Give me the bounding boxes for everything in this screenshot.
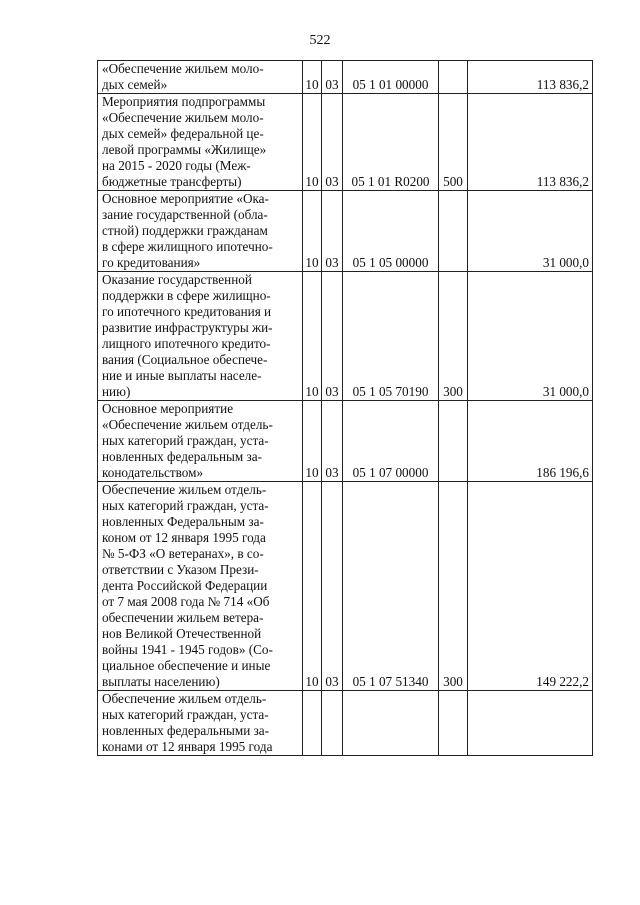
section-code-cell: 10: [303, 94, 322, 191]
amount-cell: 31 000,0: [468, 272, 593, 401]
description-line: го ипотечного кредитования и: [102, 304, 272, 319]
description-line: выплаты населению): [102, 674, 220, 689]
description-line: новленных Федеральным за-: [102, 514, 264, 529]
section-code-cell: 10: [303, 482, 322, 691]
amount-cell: 149 222,2: [468, 482, 593, 691]
amount-cell: 113 836,2: [468, 61, 593, 94]
amount-cell: 31 000,0: [468, 191, 593, 272]
table-row: [98, 691, 593, 756]
target-article-cell: [343, 691, 439, 756]
description-line: «Обеспечение жильем моло-: [102, 110, 264, 125]
description-line: новленных федеральным за-: [102, 449, 262, 464]
description-line: дента Российской Федерации: [102, 578, 268, 593]
description-line: № 5-ФЗ «О ветеранах», в со-: [102, 546, 264, 561]
expense-type-cell: 300: [439, 482, 468, 691]
description-line: ответствии с Указом Прези-: [102, 562, 259, 577]
description-line: лищного ипотечного кредито-: [102, 336, 271, 351]
page-number: 522: [309, 33, 331, 48]
description-line: новленных федеральными за-: [102, 723, 270, 738]
subsection-code-cell: 03: [322, 401, 343, 482]
description-line: Основное мероприятие «Ока-: [102, 191, 269, 206]
description-line: Обеспечение жильем отдель-: [102, 691, 267, 706]
description-line: Оказание государственной: [102, 272, 252, 287]
section-code-cell: 10: [303, 272, 322, 401]
description-line: «Обеспечение жильем отдель-: [102, 417, 273, 432]
description-line: левой программы «Жилище»: [102, 142, 267, 157]
description-line: зание государственной (обла-: [102, 207, 268, 222]
description-cell: [98, 482, 303, 691]
amount-cell: 186 196,6: [468, 401, 593, 482]
description-cell: [98, 94, 303, 191]
amount-cell: [468, 691, 593, 756]
description-line: дых семей» федеральной це-: [102, 126, 264, 141]
budget-table: [97, 60, 593, 756]
description-line: поддержки в сфере жилищно-: [102, 288, 271, 303]
subsection-code-cell: 03: [322, 61, 343, 94]
budget-table-body: [98, 61, 593, 756]
expense-type-cell: [439, 691, 468, 756]
subsection-code-cell: 03: [322, 191, 343, 272]
subsection-code-cell: [322, 691, 343, 756]
description-line: стной) поддержки гражданам: [102, 223, 268, 238]
description-line: Основное мероприятие: [102, 401, 234, 416]
description-line: конами от 12 января 1995 года: [102, 739, 273, 754]
description-line: ных категорий граждан, уста-: [102, 433, 269, 448]
expense-type-cell: [439, 191, 468, 272]
table-row: [98, 191, 593, 272]
table-row: [98, 482, 593, 691]
description-line: бюджетные трансферты): [102, 174, 242, 189]
description-line: го кредитования»: [102, 255, 201, 270]
description-line: Обеспечение жильем отдель-: [102, 482, 267, 497]
subsection-code-cell: 03: [322, 94, 343, 191]
description-line: развитие инфраструктуры жи-: [102, 320, 273, 335]
section-code-cell: 10: [303, 61, 322, 94]
description-cell: [98, 191, 303, 272]
description-line: обеспечении жильем ветера-: [102, 610, 264, 625]
expense-type-cell: [439, 61, 468, 94]
expense-type-cell: 300: [439, 272, 468, 401]
table-row: [98, 61, 593, 94]
description-cell: [98, 401, 303, 482]
description-line: «Обеспечение жильем моло-: [102, 61, 264, 76]
table-row: [98, 94, 593, 191]
amount-cell: 113 836,2: [468, 94, 593, 191]
subsection-code-cell: 03: [322, 482, 343, 691]
description-line: войны 1941 - 1945 годов» (Со-: [102, 642, 273, 657]
description-line: ных категорий граждан, уста-: [102, 498, 269, 513]
subsection-code-cell: 03: [322, 272, 343, 401]
target-article-cell: 05 1 01 R0200: [343, 94, 439, 191]
target-article-cell: 05 1 07 51340: [343, 482, 439, 691]
description-cell: [98, 61, 303, 94]
description-line: ние и иные выплаты населе-: [102, 368, 262, 383]
target-article-cell: 05 1 01 00000: [343, 61, 439, 94]
description-line: нов Великой Отечественной: [102, 626, 262, 641]
description-line: коном от 12 января 1995 года: [102, 530, 266, 545]
description-line: дых семей»: [102, 77, 168, 92]
description-cell: [98, 272, 303, 401]
description-cell: [98, 691, 303, 756]
table-row: [98, 272, 593, 401]
expense-type-cell: 500: [439, 94, 468, 191]
expense-type-cell: [439, 401, 468, 482]
description-line: вания (Социальное обеспече-: [102, 352, 268, 367]
description-line: ных категорий граждан, уста-: [102, 707, 269, 722]
description-line: конодательством»: [102, 465, 204, 480]
section-code-cell: 10: [303, 191, 322, 272]
description-line: на 2015 - 2020 годы (Меж-: [102, 158, 251, 173]
section-code-cell: [303, 691, 322, 756]
target-article-cell: 05 1 07 00000: [343, 401, 439, 482]
description-line: Мероприятия подпрограммы: [102, 94, 266, 109]
table-row: [98, 401, 593, 482]
target-article-cell: 05 1 05 00000: [343, 191, 439, 272]
target-article-cell: 05 1 05 70190: [343, 272, 439, 401]
description-line: от 7 мая 2008 года № 714 «Об: [102, 594, 270, 609]
description-line: в сфере жилищного ипотечно-: [102, 239, 273, 254]
section-code-cell: 10: [303, 401, 322, 482]
description-line: циальное обеспечение и иные: [102, 658, 271, 673]
description-line: нию): [102, 384, 131, 399]
